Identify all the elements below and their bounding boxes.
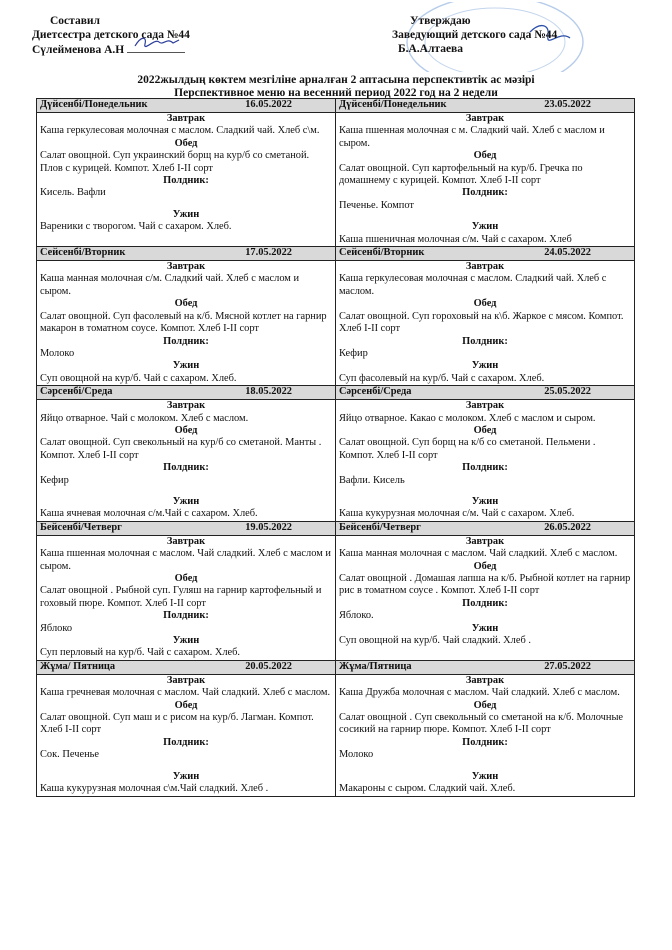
- dinner-label: Ужин: [471, 495, 499, 507]
- snack-items: Кефир: [339, 347, 368, 359]
- lunch-label: Обед: [473, 699, 497, 711]
- lunch-label: Обед: [473, 150, 497, 162]
- compiler-block: [32, 14, 190, 57]
- day-header-row: [37, 521, 635, 535]
- snack-items: Кефир: [40, 474, 69, 486]
- day-menu-cell: [336, 261, 635, 386]
- day-header-row: [37, 247, 635, 261]
- compiler-signature: [127, 42, 185, 53]
- dinner-items: Каша кукурузная молочная с\м.Чай сладкий. Хлеб .: [40, 783, 269, 795]
- day-name: Сейсенбі/Вторник: [40, 247, 126, 259]
- breakfast-items: Каша манная молочная с маслом. Чай сладкий. Хлеб с маслом.: [339, 548, 618, 560]
- snack-label: Полдник:: [462, 187, 508, 199]
- breakfast-items: Яйцо отварное. Какао с молоком. Хлеб с маслом и сыром.: [339, 412, 596, 424]
- snack-label: Полдник:: [163, 175, 209, 187]
- breakfast-items: Каша геркулесовая молочная с маслом. Сладкий чай. Хлеб с маслом.: [339, 273, 607, 297]
- day-name: Дүйсенбі/Понедельник: [339, 99, 447, 110]
- day-menu-cell: [37, 261, 336, 386]
- day-header-row: [37, 99, 635, 113]
- day-name: Сәрсенбі/Среда: [339, 386, 412, 398]
- breakfast-items: Каша Дружба молочная с маслом. Чай сладкий. Хлеб с маслом.: [339, 687, 620, 699]
- snack-label: Полдник:: [163, 736, 209, 748]
- breakfast-items: Каша манная молочная с/м. Сладкий чай. Хлеб с маслом и сыром.: [40, 273, 300, 297]
- dinner-label: Ужин: [471, 770, 499, 782]
- day-header: [336, 660, 635, 674]
- dinner-label: Ужин: [172, 495, 200, 507]
- day-date: 20.05.2022: [245, 660, 292, 672]
- title-ru: Перспективное меню на весенний период 2022 год на 2 недели: [174, 87, 498, 99]
- breakfast-items: Каша пшенная молочная с маслом. Чай сладкий. Хлеб с маслом и сыром.: [40, 548, 331, 572]
- lunch-label: Обед: [174, 424, 198, 436]
- lunch-items: Салат овощной. Суп картофельный на кур/б. Гречка по домашнему с курицей. Компот. Хлеб I-II сорт: [339, 162, 583, 187]
- day-name: Жұма/Пятница: [339, 660, 412, 672]
- lunch-items: Салат овощной . Рыбной суп. Гуляш на гарнир картофельный и гоховый пюре. Компот. Хлеб I-II сорт: [40, 585, 322, 609]
- day-name: Бейсенбі/Четверг: [40, 521, 122, 533]
- day-date: 27.05.2022: [544, 660, 591, 672]
- day-date: 17.05.2022: [245, 247, 292, 259]
- approver-label: Утверждаю: [410, 15, 471, 27]
- dinner-label: Ужин: [172, 770, 200, 782]
- snack-items: Яблоко: [40, 622, 73, 634]
- breakfast-label: Завтрак: [465, 113, 505, 124]
- dinner-items: Каша кукурузная молочная с/м. Чай с сахаром. Хлеб.: [339, 508, 575, 520]
- day-date: 18.05.2022: [245, 386, 292, 398]
- breakfast-items: Яйцо отварное. Чай с молоком. Хлеб с маслом.: [40, 412, 249, 424]
- day-name: Сейсенбі/Вторник: [339, 247, 425, 259]
- lunch-label: Обед: [174, 699, 198, 711]
- snack-items: Молоко: [339, 749, 374, 761]
- dinner-items: Суп овощной на кур/б. Чай с сахаром. Хлеб.: [40, 372, 237, 384]
- snack-label: Полдник:: [462, 462, 508, 474]
- day-header: [336, 247, 635, 261]
- lunch-label: Обед: [473, 560, 497, 572]
- day-date: 19.05.2022: [245, 521, 292, 533]
- snack-label: Полдник:: [462, 335, 508, 347]
- lunch-label: Обед: [174, 573, 198, 584]
- snack-items: Сок. Печенье: [40, 749, 99, 761]
- day-content-row: [37, 261, 635, 386]
- breakfast-label: Завтрак: [465, 674, 505, 686]
- dinner-items: Вареники с творогом. Чай с сахаром. Хлеб.: [40, 221, 232, 233]
- day-menu-cell: [336, 113, 635, 247]
- day-date: 23.05.2022: [544, 99, 591, 110]
- day-menu-cell: [37, 113, 336, 247]
- dinner-items: Суп перловый на кур/б. Чай с сахаром. Хлеб.: [40, 647, 241, 659]
- day-name: Дүйсенбі/Понедельник: [40, 99, 148, 110]
- dinner-label: Ужин: [172, 360, 200, 372]
- lunch-items: Салат овощной. Суп свекольный на кур/б со сметаной. Манты . Компот. Хлеб I-II сорт: [40, 437, 322, 461]
- day-date: 26.05.2022: [544, 521, 591, 533]
- day-menu-cell: [37, 674, 336, 796]
- lunch-label: Обед: [473, 424, 497, 436]
- snack-label: Полдник:: [163, 462, 209, 474]
- day-menu-cell: [336, 535, 635, 660]
- day-header: [37, 660, 336, 674]
- lunch-items: Салат овощной. Суп фасолевый на к/б. Мясной котлет на гарнир макарон в томатном соусе. Компот. Хлеб I-II сорт: [40, 310, 327, 335]
- day-header: [37, 386, 336, 400]
- lunch-items: Салат овощной. Суп украинский борщ на кур/б со сметаной. Плов с курицей. Компот. Хлеб I-II сорт: [40, 150, 310, 174]
- breakfast-label: Завтрак: [465, 535, 505, 547]
- dinner-items: Макароны с сыром. Сладкий чай. Хлеб.: [339, 783, 516, 795]
- day-header-row: [37, 660, 635, 674]
- lunch-label: Обед: [473, 298, 497, 310]
- snack-label: Полдник:: [462, 597, 508, 609]
- day-name: Бейсенбі/Четверг: [339, 521, 421, 533]
- compiler-label: Составил: [50, 15, 100, 27]
- breakfast-label: Завтрак: [166, 400, 206, 412]
- snack-items: Вафли. Кисель: [339, 474, 405, 486]
- breakfast-label: Завтрак: [166, 674, 206, 686]
- menu-table: [36, 98, 635, 797]
- lunch-label: Обед: [174, 137, 198, 149]
- dinner-label: Ужин: [172, 635, 200, 647]
- snack-label: Полдник:: [163, 610, 209, 622]
- day-date: 24.05.2022: [544, 247, 591, 259]
- breakfast-label: Завтрак: [465, 261, 505, 273]
- snack-items: Печенье. Компот: [339, 199, 414, 211]
- snack-items: Кисель. Вафли: [40, 187, 106, 199]
- lunch-items: Салат овощной . Суп свекольный со сметаной на к/б. Молочные сосикий на гарнир пюре. Компот. Хлеб I-II сорт: [339, 712, 624, 736]
- dinner-label: Ужин: [471, 221, 499, 233]
- day-menu-cell: [336, 400, 635, 522]
- dinner-items: Каша пшеничная молочная с/м. Чай с сахаром. Хлеб: [339, 233, 572, 245]
- day-header: [336, 521, 635, 535]
- day-name: Сәрсенбі/Среда: [40, 386, 113, 398]
- day-name: Жұма/ Пятница: [40, 660, 116, 672]
- dinner-label: Ужин: [471, 360, 499, 372]
- day-header: [37, 99, 336, 113]
- lunch-label: Обед: [174, 298, 198, 310]
- lunch-items: Салат овощной. Суп борщ на к/б со сметаной. Пельмени . Компот. Хлеб I-II сорт: [339, 437, 596, 461]
- day-header: [37, 521, 336, 535]
- day-menu-cell: [37, 400, 336, 522]
- dinner-items: Суп фасолевый на кур/б. Чай с сахаром. Хлеб.: [339, 372, 545, 384]
- breakfast-label: Завтрак: [166, 535, 206, 547]
- approver-position: Заведующий детского сада №44: [392, 29, 558, 41]
- day-content-row: [37, 674, 635, 796]
- day-header: [37, 247, 336, 261]
- approver-block: [392, 14, 557, 56]
- day-date: 25.05.2022: [544, 386, 591, 398]
- compiler-position: Диетсестра детского сада №44: [32, 29, 190, 41]
- approver-name: Б.А.Алтаева: [398, 43, 464, 55]
- title-kz: 2022жылдың көктем мезгіліне арналған 2 аптасына перспективтік ас мәзірі: [137, 74, 535, 86]
- day-header-row: [37, 386, 635, 400]
- day-menu-cell: [336, 674, 635, 796]
- day-content-row: [37, 535, 635, 660]
- breakfast-label: Завтрак: [166, 261, 206, 273]
- snack-items: Яблоко.: [339, 610, 374, 622]
- dinner-items: Каша ячневая молочная с/м.Чай с сахаром. Хлеб.: [40, 508, 258, 520]
- day-header: [336, 386, 635, 400]
- day-content-row: [37, 400, 635, 522]
- day-date: 16.05.2022: [245, 99, 292, 110]
- breakfast-label: Завтрак: [166, 113, 206, 124]
- lunch-items: Салат овощной. Суп гороховый на к\б. Жаркое с мясом. Компот. Хлеб I-II сорт: [339, 310, 624, 335]
- snack-items: Молоко: [40, 347, 75, 359]
- compiler-name: Сүлейменова А.Н: [32, 44, 125, 56]
- dinner-label: Ужин: [172, 208, 200, 220]
- lunch-items: Салат овощной. Суп маш и с рисом на кур/б. Лагман. Компот. Хлеб I-II сорт: [40, 712, 314, 736]
- dinner-items: Суп овощной на кур/б. Чай сладкий. Хлеб .: [339, 635, 531, 647]
- breakfast-label: Завтрак: [465, 400, 505, 412]
- breakfast-items: Каша гречневая молочная с маслом. Чай сладкий. Хлеб с маслом.: [40, 687, 331, 699]
- snack-label: Полдник:: [163, 335, 209, 347]
- breakfast-items: Каша геркулесовая молочная с маслом. Сладкий чай. Хлеб с\м.: [40, 125, 320, 137]
- day-content-row: [37, 113, 635, 247]
- day-header: [336, 99, 635, 113]
- dinner-label: Ужин: [471, 622, 499, 634]
- snack-label: Полдник:: [462, 736, 508, 748]
- day-menu-cell: [37, 535, 336, 660]
- breakfast-items: Каша пшенная молочная с м. Сладкий чай. Хлеб с маслом и сыром.: [339, 125, 605, 149]
- lunch-items: Салат овощной . Домашая лапша на к/б. Рыбной котлет на гарнир рис в томатном соусе . Компот. Хлеб I-II сорт: [339, 573, 631, 597]
